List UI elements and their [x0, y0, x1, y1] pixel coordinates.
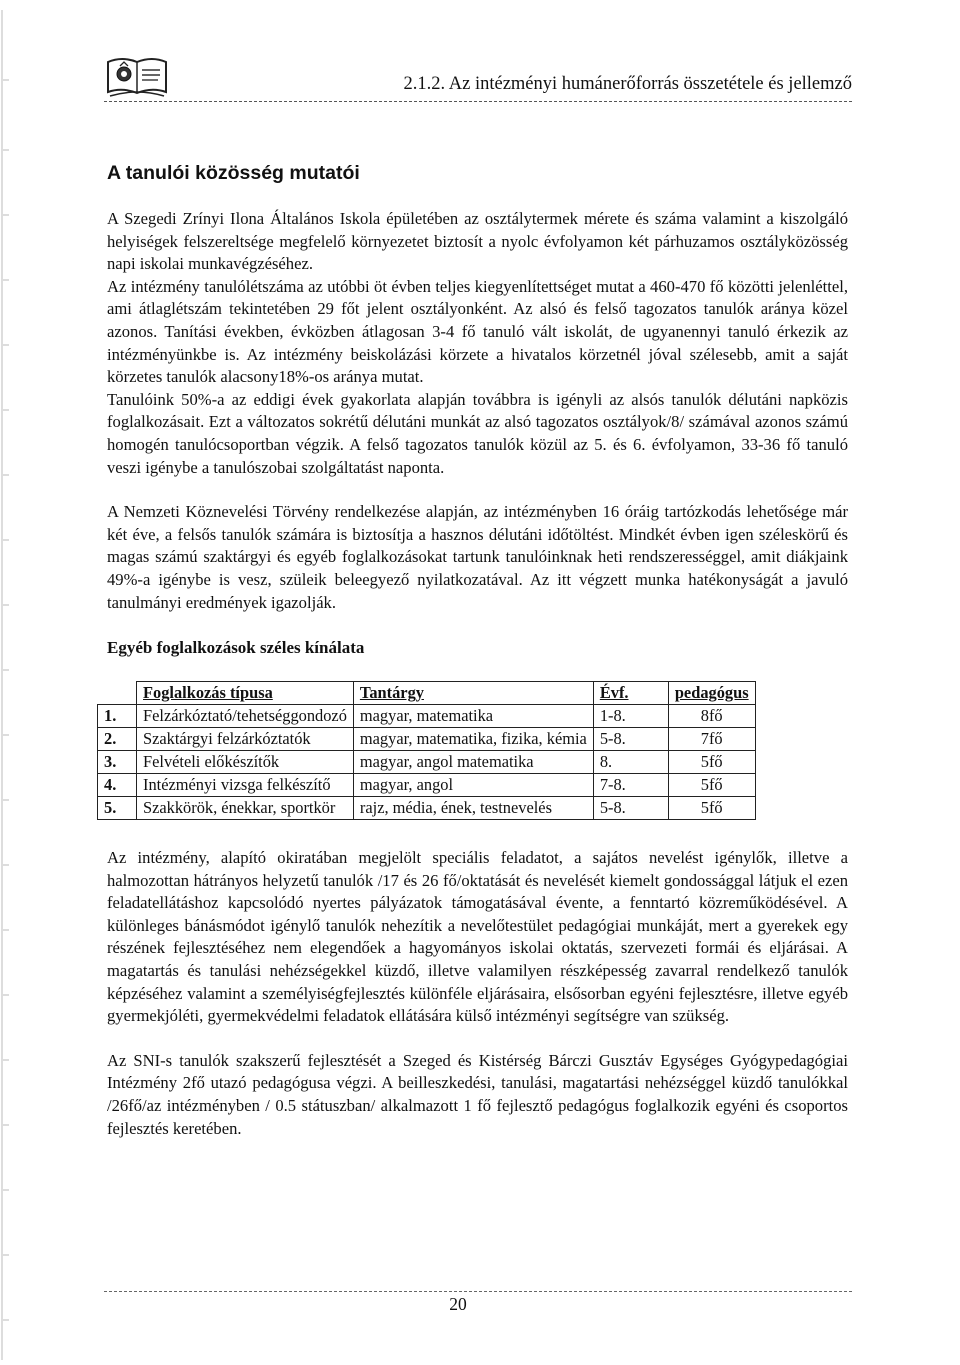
table-header-teachers: pedagógus: [668, 682, 755, 705]
section-reference: 2.1.2. Az intézményi humánerőforrás összetétele és jellemző: [403, 74, 852, 94]
row-subject: magyar, matematika: [353, 705, 593, 728]
footer-divider: [104, 1291, 852, 1292]
paragraph-gap: [107, 479, 848, 501]
paragraph-3: Tanulóink 50%-a az eddigi évek gyakorlata alapján továbbra is igényli az alsós tanulók délutáni napközis foglalkozásait. Ezt a változatos sokrétű délutáni munkát az alsó tagozatos osztályok/8/ számával azonos számú homogén tanulócsoportban végzik. A felső tagozatos tanulók közül az 5. és 6. évfolyamon, 33-36 fő tanuló veszi igénybe a tanulószobai szolgáltatást naponta.: [107, 389, 848, 477]
row-number: 3.: [98, 751, 137, 774]
paragraph-2: Az intézmény tanulólétszáma az utóbbi öt évben teljes kiegyenlítettséget mutat a 460-470 fő közötti jelenléttel, ami átlaglétszám tekintetében 29 főt jelent osztályonként. Az alsó és felső tagozatos tanulók aránya közel azonos. Tanítási években, évközben átlagosan 3-4 fő tanuló vált iskolát, de ugyanennyi tanuló érkezik az intézményünkbe is. Az intézmény beiskolázási körzete a hivatalos körzetnél jóval szélesebb, amit a saját körzetes tanulók alacsony18%-os aránya mutat.: [107, 276, 848, 387]
table-row: [98, 751, 756, 774]
paragraph-gap: [107, 820, 848, 847]
row-number: 5.: [98, 797, 137, 820]
row-number: 4.: [98, 774, 137, 797]
page-header: [104, 52, 852, 104]
section-title: A tanulói közösség mutatói: [107, 162, 360, 184]
paragraph-1: A Szegedi Zrínyi Ilona Általános Iskola épületében az osztálytermek mérete és száma valamint a kiszolgáló helyiségek felszereltsége megfelelő környezetet biztosít a nyolc évfolyamon két párhuzamos osztályközösség napi iskolai munkavégzéséhez.: [107, 209, 848, 274]
paragraph-4: A Nemzeti Köznevelési Törvény rendelkezése alapján, az intézményben 16 óráig tartózkodás lehetősége már két éve, a felsős tanulók számára is biztosítja a hasznos délutáni időtöltést. Mindkét évben igen széleskörű és magas számú szaktárgyi és egyéb foglalkozásokat tartunk tanulóinknak heti rendszerességgel, amit diákjaink 49%-a igénybe is vesz, szüleik beleegyező nyilatkozatával. Az itt végzett munka hatékonyságát a javuló tanulmányi eredmények igazolják.: [107, 502, 848, 612]
row-teachers: 5fő: [668, 797, 755, 820]
table-header-grade: Évf.: [593, 682, 668, 705]
table-subtitle: Egyéb foglalkozások széles kínálata: [107, 638, 365, 658]
paragraph-5: Az intézmény, alapító okiratában megjelölt speciális feladatot, a sajátos nevelést igénylők, illetve a halmozottan hátrányos helyzetű tanulók /17 és 26 fő/oktatását és nevelését kiemelt gondossággal látjuk el ezen feladatellátáshoz kapcsolódó nyertes pályázatok támogatásával évente, a fenntartó közreműködésével. A különleges bánásmódot igénylő tanulók nehezítik a nevelőtestület pedagógiai munkáját, mert a gyerekek egy részének fejlesztéséhez nem elegendőek a hagyományos iskolai oktatás, szervezeti formái és eljárásai. A magatartás és tanulási nehézségekkel küzdő, illetve valamilyen részképesség zavarral rendelkező tanulók képzéséhez valamint a személyiségfejlesztés különféle eljárásaira, elsősorban egyéni fejlesztésre, illetve egyéb gyermekjóléti, gyermekvédelmi feladatok ellátására külső intézményi segítségre van szükség.: [107, 848, 848, 1026]
activities-table: [97, 681, 756, 820]
table-row: [98, 797, 756, 820]
table-header-type: Foglalkozás típusa: [137, 682, 354, 705]
row-subject: magyar, angol matematika: [353, 751, 593, 774]
page-number: 20: [449, 1294, 467, 1314]
paragraph-gap: [107, 1028, 848, 1050]
row-subject: magyar, angol: [353, 774, 593, 797]
row-type: Szaktárgyi felzárkóztatók: [137, 728, 354, 751]
row-number: 2.: [98, 728, 137, 751]
row-type: Felvételi előkészítők: [137, 751, 354, 774]
row-subject: magyar, matematika, fizika, kémia: [353, 728, 593, 751]
row-grade: 1-8.: [593, 705, 668, 728]
row-teachers: 8fő: [668, 705, 755, 728]
paragraph-6: Az SNI-s tanulók szakszerű fejlesztését a Szeged és Kistérség Bárczi Gusztáv Egységes Gyógypedagógiai Intézmény 2fő utazó pedagógusa végzi. A beilleszkedési, tanulási, magatartási nehézséggel küzdő tanulókkal /26fő/az intézményben / 0.5 státuszban/ alkalmazott 1 fő fejlesztő pedagógus foglalkozik egyéni és csoportos fejlesztés keretében.: [107, 1050, 848, 1138]
table-row: [98, 705, 756, 728]
table-row: [98, 774, 756, 797]
table-row: [98, 728, 756, 751]
row-grade: 5-8.: [593, 797, 668, 820]
row-grade: 5-8.: [593, 728, 668, 751]
table-header-blank: [98, 682, 137, 705]
table-header-subject: Tantárgy: [353, 682, 593, 705]
row-type: Szakkörök, énekkar, sportkör: [137, 797, 354, 820]
binding-margin-marks: [0, 0, 14, 1365]
row-teachers: 5fő: [668, 751, 755, 774]
header-divider: [104, 101, 852, 102]
row-type: Felzárkóztató/tehetséggondozó: [137, 705, 354, 728]
row-teachers: 7fő: [668, 728, 755, 751]
main-content: [104, 160, 848, 1140]
row-teachers: 5fő: [668, 774, 755, 797]
table-header-row: [98, 682, 756, 705]
paragraph-gap: [107, 614, 848, 636]
row-subject: rajz, média, ének, testnevelés: [353, 797, 593, 820]
school-crest-book-icon: [104, 52, 170, 98]
row-grade: 7-8.: [593, 774, 668, 797]
row-type: Intézményi vizsga felkészítő: [137, 774, 354, 797]
row-number: 1.: [98, 705, 137, 728]
row-grade: 8.: [593, 751, 668, 774]
